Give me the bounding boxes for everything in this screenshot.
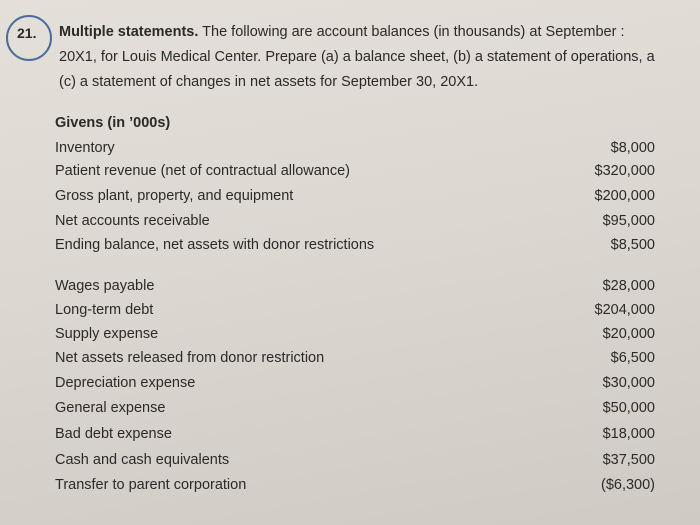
- given-value: $28,000: [602, 278, 655, 294]
- given-row: [55, 137, 655, 159]
- given-row: [55, 474, 655, 496]
- givens-title: Givens (in ’000s): [55, 115, 171, 131]
- given-value: $204,000: [594, 302, 655, 318]
- given-value: ($6,300): [600, 477, 655, 493]
- given-label: Cash and cash equivalents: [55, 452, 230, 468]
- given-row: [55, 160, 655, 182]
- given-label: Long-term debt: [55, 302, 154, 318]
- given-row: [55, 423, 655, 445]
- prompt-line-2: 20X1, for Louis Medical Center. Prepare (a) a balance sheet, (b) a statement of operations, a: [59, 49, 655, 65]
- question-title: Multiple statements.: [59, 24, 199, 40]
- question-number: 21.: [17, 25, 37, 41]
- given-value: $95,000: [602, 213, 655, 229]
- given-row: [55, 449, 655, 471]
- given-value: $18,000: [602, 426, 655, 442]
- prompt-text-1: The following are account balances (in thousands) at September :: [198, 24, 625, 40]
- given-row: [55, 275, 655, 297]
- given-row: [55, 323, 655, 345]
- given-label: Net assets released from donor restriction: [55, 350, 325, 366]
- given-label: Transfer to parent corporation: [55, 477, 247, 493]
- given-label: Inventory: [55, 140, 115, 156]
- given-value: $6,500: [610, 350, 655, 366]
- given-label: Patient revenue (net of contractual allowance): [55, 163, 351, 179]
- given-row: [55, 372, 655, 394]
- given-label: Gross plant, property, and equipment: [55, 188, 294, 204]
- prompt-line-1: [59, 20, 699, 45]
- given-value: $8,000: [610, 140, 655, 156]
- given-label: Ending balance, net assets with donor restrictions: [55, 237, 375, 253]
- given-value: $200,000: [594, 188, 655, 204]
- given-value: $50,000: [602, 400, 655, 416]
- given-row: [55, 185, 655, 207]
- given-row: [55, 299, 655, 321]
- given-label: Bad debt expense: [55, 426, 172, 442]
- given-label: Depreciation expense: [55, 375, 196, 391]
- given-label: General expense: [55, 400, 166, 416]
- prompt-line-3: (c) a statement of changes in net assets for September 30, 20X1.: [59, 74, 479, 90]
- given-value: $37,500: [602, 452, 655, 468]
- question-prompt: [59, 20, 699, 95]
- given-row: [55, 210, 655, 232]
- given-value: $20,000: [602, 326, 655, 342]
- given-value: $320,000: [594, 163, 655, 179]
- given-row: [55, 347, 655, 369]
- given-row: [55, 234, 655, 256]
- given-row: [55, 397, 655, 419]
- given-label: Supply expense: [55, 326, 159, 342]
- given-value: $8,500: [610, 237, 655, 253]
- given-label: Net accounts receivable: [55, 213, 210, 229]
- given-value: $30,000: [602, 375, 655, 391]
- given-label: Wages payable: [55, 278, 155, 294]
